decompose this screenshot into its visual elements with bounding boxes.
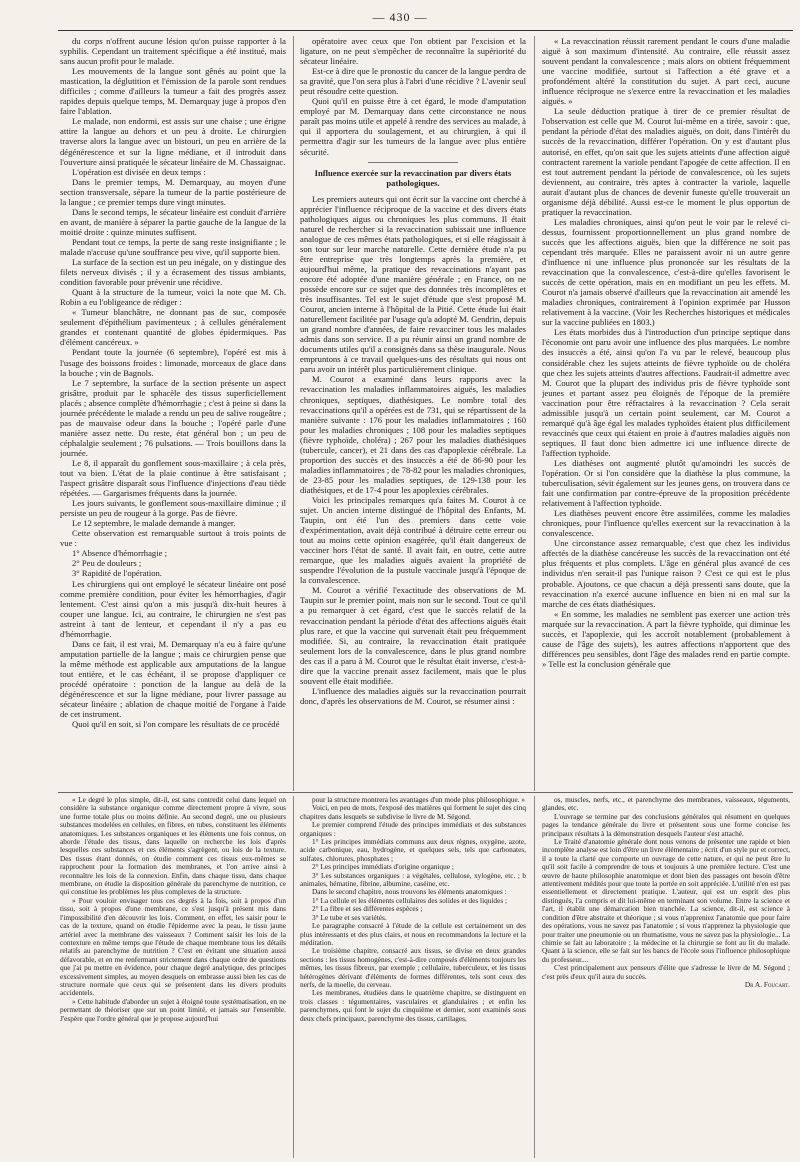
paragraph: » Pour vouloir envisager tous ces degrés à la fois, soit à propos d'un tissu, soit à propos d'une membrane, ce s'est jusqu'à présent mis dans l'impossibilité d'en découvrir les lois. Comment, en effet, les saisir pour le cas de la texture, quand on étudie l'épiderme avec la peau, le tissu jaune artériel avec la membrane des vaisseaux ? Comment saisir les lois de la contexture en même temps que l'étude de chaque membrane tous les détails relatifs au parenchyme de nutrition ? C'est en évitant une situation aussi défavorable, et en me renfermant strictement dans chaque ordre de questions que j'ai pu mettre en évidence, pour chaque degré analytique, des principes excessivement simples, au moyen desquels on embrasse aussi bien les cas de structure normale que ceux qui se présentent dans les divers produits accidentels.: [60, 895, 286, 998]
paragraph: Les jours suivants, le gonflement sous-maxillaire diminue ; il persiste un peu de rougeur à la gorge. Pas de fièvre.: [60, 498, 286, 519]
paragraph: Le troisième chapitre, consacré aux tissus, se divise en deux grandes sections : les tissus homogènes, c'est-à-dire composés d'éléments toujours les mêmes, les tissus fibreux, par exemple ; cellulaire, tuberculeux, et les tissus hétérogènes dérivant d'éléments de formes différentes, tels sont ceux des nerfs, de la moelle, du cerveau.: [300, 946, 526, 989]
upper-column-3: [542, 36, 790, 791]
paragraph: os, muscles, nerfs, etc., et parenchyme des membranes, vaisseaux, téguments, glandes, etc.: [542, 796, 790, 813]
header-rule: [58, 30, 793, 31]
paragraph: Le Traité d'anatomie générale dont nous venons de présenter une rapide et bien incomplète analyse est loin d'être un livre élémentaire ; écrit d'un style pur et correct, il a toute la clarté que comporte un ouvrage de cette nature, et qui ne peut être lu qu'il soit facile à comprendre de tous et toujours à une première lecture. C'est une œuvre de haute philosophie anatomique et dont bien des passages ont besoin d'être attentivement médités pour que toute la portée en soit appréciée. L'utilité n'en est pas essentiellement et directement pratique. L'auteur, qui est un esprit des plus distingués, l'a compris et dit lui-même en terminant son volume. Entre la science et l'art, il établit une démarcation bien tranchée. La science, dit-il, est science à condition d'être abstraite et théorique ; si vous n'appreniez l'anatomie que pour faire des opérations, vous ne savez pas l'anatomie ; si vous n'apprenez la physiologie que pour traiter une pneumonie ou un rhumatisme, vous ne savez pas la physiologie... La chimie se fait au laboratoire ; la médecine et la chirurgie se font au lit du malade. Quant à la science, elle se fait sur les bancs de l'école sous l'influence philosophique du professeur....: [542, 837, 790, 964]
paragraph: M. Courot a vérifié l'exactitude des observations de M. Taupin sur le premier point, mais non sur le second. Tout ce qu'il a pu remarquer à cet égard, c'est que le succès relatif de la revaccination pendant la période d'état des affections aiguës était plus rare, et que la vaccine qui survenait était peu fréquemment modifiée. Si, au contraire, la revaccination était pratiquée seulement lors de la convalescence, dans le plus grand nombre des cas il a paru à M. Courot que le résultat était inverse, c'est-à-dire que la vaccine prenait assez facilement, mais que le plus souvent elle était modifiée.: [300, 585, 526, 686]
paragraph: 1° Les principes immédiats communs aux deux règnes, oxygène, azote, acide carbonique, eau, hydrogène, et quelques sels, tels que carbonates, sulfates, chlorures, phosphates ;: [300, 837, 526, 863]
paragraph: Le paragraphe consacré à l'étude de la cellule est certainement un des plus intéressants et des plus clairs, et nous en recommandons la lecture et la méditation.: [300, 921, 526, 947]
paragraph: opératoire avec ceux que l'on obtient par l'excision et la ligature, on ne peut s'empêcher de reconnaître la supériorité du sécateur linéaire.: [300, 36, 526, 67]
upper-column-1: [60, 36, 286, 791]
column-divider: [534, 36, 535, 791]
paragraph: 3° Le tube et ses variétés.: [312, 912, 387, 922]
paragraph: Les maladies chroniques, ainsi qu'on peut le voir par le relevé ci-dessus, fournissent proportionnellement un plus grand nombre de succès que les affections aiguës, bien que la différence ne soit pas cependant très marquée. Elles ne paraissent avoir ni un autre genre d'influence ni une influence plus prononcée sur les résultats de la revaccination que la convalescence, c'est-à-dire qu'elles favorisent le succès de cette opération, mais en en modifiant un peu les effets. M. Courot n'a jamais observé d'ailleurs que la revaccination ait amendé les maladies chroniques, contrairement à l'opinion exprimée par Husson relativement à la vaccine. (Voir les Recherches historiques et médicales sur la vaccine publiées en 1803.): [542, 216, 790, 328]
section-divider-rule: [58, 792, 793, 793]
page-number: — 430 —: [372, 10, 428, 24]
paragraph: Voici les principales remarques qu'a faites M. Courot à ce sujet. Un ancien interne distingué de l'hôpital des Enfants, M. Taupin, ont été l'un des premiers dans cette voie d'expérimentation, avait déjà contribué à détruire cette erreur ou tout au moins cette opinion exagérée, qu'il était dangereux de vacciner hors l'état de santé. Il avait fait, en outre, cette autre remarque, que les maladies aiguës avaient la propriété de suspendre l'évolution de la pustule vaccinale jusqu'à l'époque de la convalescence.: [300, 494, 526, 586]
paragraph: Le 8, il apparaît du gonflement sous-maxillaire ; à cela près, tout va bien. L'état de la plaie continue à être satisfaisant ; l'aspect grisâtre disparaît sous l'influence d'injections d'eau tiède répétées. — Gargarismes fréquents dans la journée.: [60, 457, 286, 499]
paragraph: « Le degré le plus simple, dit-il, est sans contredit celui dans lequel on considère la substance organique comme directement propre à vivre, sous une forme totale plus ou moins définie. Au second degré, une ou plusieurs substances modelées en cellules, en fibres, en tubes, constituent les éléments anatomiques. Les substances organiques et les éléments une fois connus, on aborde l'étude des tissus, dans laquelle on recherche les lois d'après lesquelles ces substances et ces éléments s'agrègent, ou lois de la texture. Des tissus étant donnés, on étudie comment ces tissus eux-mêmes se rapprochent pour la formation des membranes, et l'on arrive ainsi à reconnaître les lois de la connexion. Enfin, dans chaque tissu, dans chaque membrane, on étudie la disposition générale du parenchyme de nutrition, ce qui constitue les problèmes les plus complexes de la structure.: [60, 796, 286, 897]
column-2-top-text: [300, 36, 526, 157]
paragraph: Les diathèses ont augmenté plutôt qu'amoindri les succès de l'opération. Or si l'on considère que la diathèse la plus commune, la tuberculisation, sévit également sur les jeunes gens, on trouvera dans ce fait une confirmation par contre-épreuve de la proposition précédente relativement à l'affection typhoïde.: [542, 457, 790, 509]
paragraph: Cette observation est remarquable surtout à trois points de vue :: [60, 528, 286, 549]
paragraph: Dans le second temps, le sécateur linéaire est conduit d'arrière en avant, de manière à séparer la partie gauche de la langue de la moitié droite : quinze minutes suffisent.: [60, 206, 286, 237]
column-2-bottom-text: [300, 194, 526, 706]
section-separator: [368, 162, 458, 163]
paragraph: Le malade, non endormi, est assis sur une chaise ; une érigne attire la langue au dehors et un peu à droite. Le chirurgien traverse alors la langue avec un bistouri, un peu en arrière de la dégénérescence et sur la ligne médiane, et il introduit dans l'ouverture ainsi pratiquée le sécateur linéaire de M. Chassaignac.: [60, 116, 286, 167]
section-title: Influence exercée sur la revaccination par divers états pathologiques.: [314, 167, 512, 188]
paragraph: Les mouvements de la langue sont gênés au point que la mastication, la déglutition et l'émission de la parole sont rendues difficiles ; comme d'ailleurs la tumeur a fait des progrès assez rapides depuis quelque temps, M. Demarquay juge à propos d'en faire l'ablation.: [60, 66, 286, 117]
paragraph: pour la structure montrera les avantages d'un mode plus philosophique. »: [312, 796, 526, 804]
paragraph: 2° Peu de douleurs ;: [72, 558, 142, 569]
paragraph: Les membranes, étudiées dans le quatrième chapitre, se distinguent en trois classes : tégumentaires, vasculaires et glandulaires ; et enfin les parenchymes, qui font le sujet du cinquième et dernier, sont examinés sous deux chefs principaux, parenchyme des tissus, cartilages,: [300, 988, 526, 1023]
lower-column-3: [542, 796, 790, 1158]
paragraph: Dans le premier temps, M. Demarquay, au moyen d'une section transversale, sépare la tumeur de la partie postérieure de la langue ; ce premier temps dure vingt minutes.: [60, 176, 286, 207]
paragraph: M. Courot a examiné dans leurs rapports avec la revaccination les maladies inflammatoires aiguës, les maladies chroniques, septiques, diathésiques. Le nombre total des revaccinations qu'il a opérées est de 731, qui se répartissent de la manière suivante : 176 pour les maladies inflammatoires ; 160 pour les maladies chroniques ; 108 pour les maladies septiques (fièvre typhoïde, choléra) ; 267 pour les maladies diathésiques (tubercule, cancer), et 21 dans des cas d'apoplexie cérébrale. La proportion des succès et des insuccès a été de 86-90 pour les maladies inflammatoires ; de 78-82 pour les maladies chroniques, de 23-85 pour les maladies septiques, de 129-138 pour les diathésiques, et de 17-4 pour les apoplexies cérébrales.: [300, 374, 526, 495]
paragraph: « La revaccination réussit rarement pendant le cours d'une maladie aiguë à son maximum d'intensité. Au contraire, elle réussit assez souvent pendant la convalescence ; mais alors on obtient fréquemment une vaccine modifiée, surtout si l'affection a été grave et a profondément altéré la constitution du sujet. A part ceci, aucune influence réciproque ne s'exerce entre la revaccination et les maladies aiguës. »: [542, 36, 790, 107]
column-divider: [293, 36, 294, 791]
paragraph: L'influence des maladies aiguës sur la revaccination pourrait donc, d'après les observations de M. Courot, se résumer ainsi :: [300, 685, 526, 706]
paragraph: Pendant toute la journée (6 septembre), l'opéré est mis à l'usage des boissons froides : limonade, morceaux de glace dans la bouche ; vin de Bagnols.: [60, 347, 286, 378]
paragraph: du corps n'offrent aucune lésion qu'on puisse rapporter à la syphilis. Cependant un traitement spécifique a été institué, mais sans aucun profit pour le malade.: [60, 36, 286, 67]
paragraph: Voici, en peu de mots, l'exposé des matières qui forment le sujet des cinq chapitres dans lesquels se subdivise le livre de M. Ségond.: [300, 803, 526, 821]
column-divider: [293, 796, 294, 1158]
paragraph: Quant à la structure de la tumeur, voici la note que M. Ch. Robin a eu l'obligeance de rédiger :: [60, 287, 286, 308]
paragraph: Les états morbides dus à l'introduction d'un principe septique dans l'économie ont paru avoir une influence des plus marquées. Le nombre des insuccès a été, ainsi qu'on l'a vu par le relevé, beaucoup plus considérable chez les sujets atteints de fièvre typhoïde ou de choléra que chez les sujets atteints d'autres affections. Faudrait-il admettre avec M. Courot que la plupart des individus pris de fièvre typhoïde sont jeunes et partant assez peu éloignés de l'époque de la première vaccination pour être réfractaires à la revaccination ? Cela serait admissible jusqu'à un certain point seulement, car M. Courot a remarqué qu'à âge égal les malades typhoïdes étaient plus difficilement revaccinés que ceux qui étaient en proie à d'autres maladies aiguës non septiques. Il faut donc bien admettre ici une influence directe de l'affection typhoïde.: [542, 327, 790, 458]
paragraph: C'est principalement aux penseurs d'élite que s'adresse le livre de M. Ségond ; c'est près d'eux qu'il aura du succès.: [542, 963, 790, 981]
paragraph: Une circonstance assez remarquable, c'est que chez les individus affectés de la diathèse cancéreuse les succès de la revaccination ont été plus fréquents et plus complets. L'âge en général plus avancé de ces individus n'en serait-il pas l'unique raison ? C'est ce qui est le plus probable. Ajoutons, ce que chacun a déjà pressenti sans doute, que la revaccination n'a exercé aucune influence en bien ni en mal sur la marche de ces états diathésiques.: [542, 538, 790, 609]
paragraph: Les chirurgiens qui ont employé le sécateur linéaire ont posé comme première condition, pour éviter les hémorrhagies, d'agir lentement. C'est ainsi qu'on a mis jusqu'à dix-huit heures à couper une langue. Ici, au contraire, le chirurgien ne s'est pas astreint à tant de lenteur, et cependant il n'y a pas eu d'hémorrhagie.: [60, 578, 286, 639]
paragraph: La surface de la section est un peu inégale, on y distingue des filets nerveux divisés ; il y a écrasement des tissus ambiants, condition favorable pour prévenir une récidive.: [60, 257, 286, 288]
paragraph: 2° Les principes immédiats d'origine organique ;: [312, 862, 454, 872]
paragraph: « Tumeur blanchâtre, ne donnant pas de suc, composée seulement d'épithélium pavimenteux ; à cellules généralement grandes et contenant quantité de globes épidermiques. Pas d'élément cancéreux. »: [60, 307, 286, 348]
paragraph: Quoi qu'il en soit, si l'on compare les résultats de ce procédé: [72, 719, 280, 730]
paragraph: 3° Les substances organiques : a végétales, cellulose, xylogène, etc. ; b animales, hématine, fibrine, albumine, caséine, etc.: [300, 870, 526, 889]
lower-column-3-text: [542, 796, 790, 981]
paragraph: Est-ce à dire que le pronostic du cancer de la langue perdra de sa gravité, que l'on sera plus à l'abri d'une récidive ? L'avenir seul peut résoudre cette question.: [300, 66, 526, 97]
paragraph: Les diathèses peuvent encore être assimilées, comme les maladies chroniques, pour l'influence qu'elles exercent sur la revaccination à la convalescence.: [542, 508, 790, 539]
paragraph: Le 7 septembre, la surface de la section présente un aspect grisâtre, produit par le sphacèle des tissus superficiellement placés ; absence complète d'hémorrhagie ; c'est à peine si dans la journée précédente le malade a rendu un peu de salive rougeâtre ; pas de mauvaise odeur dans la bouche ; l'opéré parle d'une manière assez nette. Du reste, état général bon ; un peu de céphalalgie seulement ; 76 pulsations. — Trois bouillons dans la journée.: [60, 377, 286, 458]
lower-column-1: [60, 796, 286, 1158]
column-divider: [534, 796, 535, 1158]
paragraph: 2° La fibre et ses différentes espèces ;: [312, 904, 423, 914]
paragraph: La seule déduction pratique à tirer de ce premier résultat de l'observation est celle que M. Courot lui-même en a tirée, savoir : que, pendant la période d'état des maladies aiguës, on doit, dans l'intérêt du succès de la revaccination, différer l'opération. On y est d'autant plus autorisé, en effet, qu'on sait que les sujets atteints d'une affection aiguë contractent rarement la variole pendant l'apogée de cette affection. Il en est tout autrement pendant la période de convalescence, où les sujets deviennent, au contraire, très aptes à contracter la variole, laquelle aurait d'autant plus de chances de devenir funeste qu'elle trouverait un organisme déjà débilité. Aussi est-ce le moment le plus opportun de pratiquer la revaccination.: [542, 106, 790, 217]
paragraph: 1° Absence d'hémorrhagie ;: [72, 548, 167, 559]
paragraph: 1° La cellule et les éléments cellulaires des solides et des liquides ;: [312, 895, 508, 905]
paragraph: Dans le second chapitre, nous trouvons les éléments anatomiques :: [312, 887, 507, 897]
upper-column-2: [300, 36, 526, 791]
author-signature: Dr A. Foucart.: [744, 979, 790, 989]
paragraph: Dans ce fait, il est vrai, M. Demarquay n'a eu à faire qu'une amputation partielle de la langue ; mais ce chirurgien pense que la même méthode est applicable aux amputations de la langue tout entière, et le cas échéant, il se propose d'appliquer ce procédé opératoire : ponction de la langue au delà de la dégénérescence et sur la ligne médiane, pour livrer passage au sécateur linéaire ; ablation de chaque moitié de l'organe à l'aide de cet instrument.: [60, 638, 286, 720]
paragraph: L'opération est divisée en deux temps :: [72, 166, 206, 177]
paragraph: L'ouvrage se termine par des conclusions générales qui résument en quelques pages la tendance générale du livre et présentent sous une forme concise les principaux résultats à la démonstration desquels l'auteur s'est attaché.: [542, 811, 790, 838]
paragraph: Le premier comprend l'étude des principes immédiats et des substances organiques :: [300, 820, 526, 838]
lower-column-2: [300, 796, 526, 1158]
paragraph: Les premiers auteurs qui ont écrit sur la vaccine ont cherché à apprécier l'influence réciproque de la vaccine et des divers états pathologiques aigus ou chroniques les plus communs. Il était naturel de rechercher si la revaccination subissait une influence analogue de ces mêmes états pathologiques, et si elle réagissait à son tour sur leur marche naturelle. Cette dernière étude n'a pu être entreprise que très longtemps après la première, et aujourd'hui même, la pratique des revaccinations n'ayant pas encore été adoptée d'une manière générale ; en France, on ne possède encore sur ce sujet que des données très incomplètes et très insuffisantes. Tel est le sujet d'étude que s'est proposé M. Courot, ancien interne à l'hôpital de la Pitié. Cette étude lui était naturellement facilitée par l'usage qu'a adopté M. Gendrin, depuis un grand nombre d'années, de faire revacciner tous les malades admis dans son service. Il a pu réunir ainsi un grand nombre de documents utiles qu'il a consignés dans sa thèse inaugurale. Nous empruntons à ce travail quelques-uns des résultats qui nous ont paru avoir un intérêt plus particulièrement clinique.: [300, 193, 526, 375]
paragraph: Quoi qu'il en puisse être à cet égard, le mode d'amputation employé par M. Demarquay dans cette circonstance ne nous paraît pas moins utile et appelé à rendre des services au malade, à qui il apportera du soulagement, et au chirurgien, à qui il permettra d'agir sur les tumeurs de la langue avec plus entière sécurité.: [300, 96, 526, 157]
paragraph: 3° Rapidité de l'opération.: [72, 568, 162, 579]
paragraph: » Cette habitude d'aborder un sujet à éloigné toute systématisation, en ne permettant de théoriser que sur un point limité, et jamais sur l'ensemble. J'espère que l'ordre général que je propose aujourd'hui: [60, 996, 286, 1023]
paragraph: « En somme, les maladies ne semblent pas exercer une action très marquée sur la revaccination. A part la fièvre typhoïde, qui diminue les succès, et l'apoplexie, qui les accroît notablement (probablement à cause de l'âge des sujets), les autres affections n'apportent que des différences peu sensibles, dont l'âge des malades rend en partie compte. » Telle est la conclusion générale que: [542, 608, 790, 669]
paragraph: Le 12 septembre, le malade demande à manger.: [72, 518, 236, 529]
paragraph: Pendant tout ce temps, la perte de sang reste insignifiante ; le malade n'accuse qu'une souffrance peu vive, qu'il supporte bien.: [60, 236, 286, 257]
